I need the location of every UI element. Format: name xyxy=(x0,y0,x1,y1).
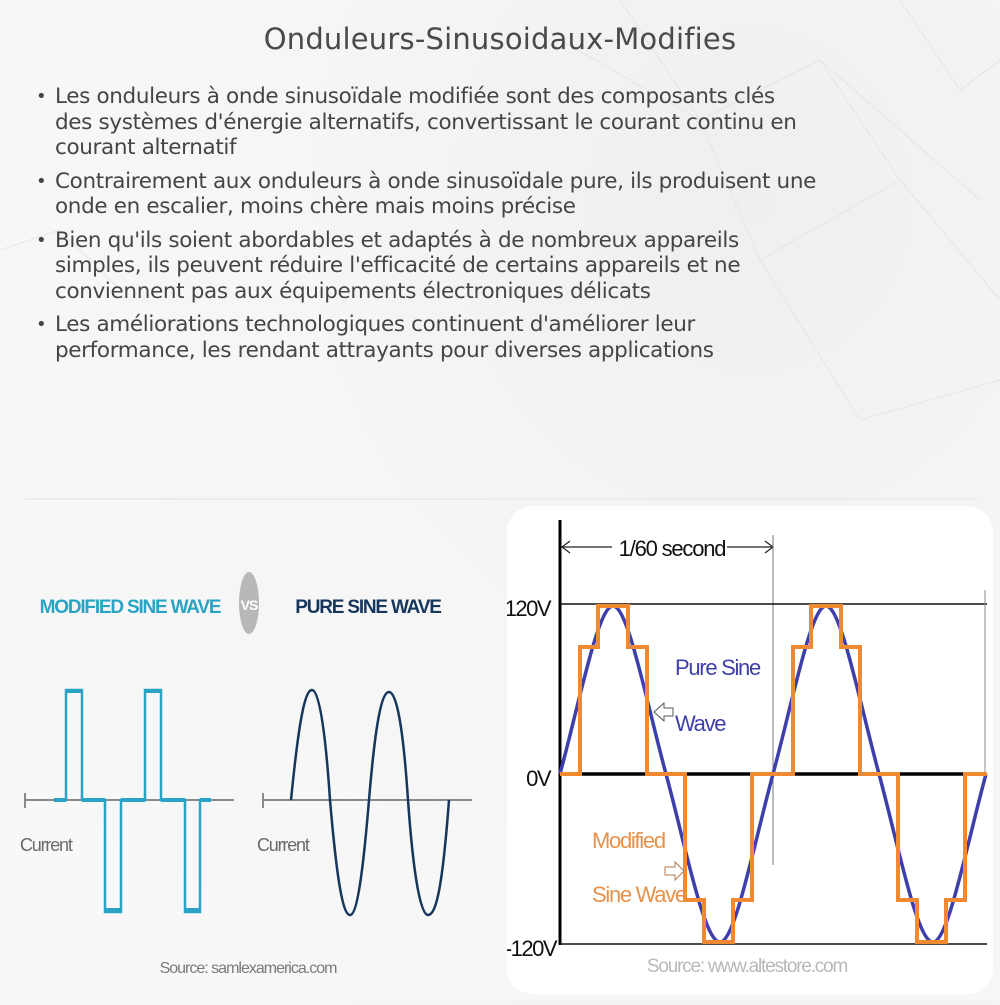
pure-sine-label-2: Wave xyxy=(675,711,726,736)
modified-sine-label-2: Sine Wave xyxy=(592,882,686,907)
modified-sine-label-1: Modified xyxy=(592,828,665,853)
modified-vs-pure-image xyxy=(0,505,500,1000)
stepped-wave-image xyxy=(507,506,993,994)
modified-heading: MODIFIED SINE WAVE xyxy=(39,597,221,618)
period-label: 1/60 second xyxy=(618,536,726,561)
waveform-comparison-figure xyxy=(0,505,500,1000)
pure-axis-label: Current xyxy=(257,835,309,855)
pure-heading: PURE SINE WAVE xyxy=(295,597,441,618)
y-label-0v: 0V xyxy=(526,766,550,791)
bullet-dot: • xyxy=(36,314,47,335)
period-marker xyxy=(562,535,773,865)
modified-sine-arrow-icon xyxy=(665,862,684,880)
modified-wave-plot xyxy=(20,690,234,912)
pure-sine-arrow-icon xyxy=(654,703,673,721)
bullet-dot: • xyxy=(36,170,47,192)
vs-badge xyxy=(239,572,259,634)
y-label-neg120v: -120V xyxy=(507,936,556,961)
bullet-item: • Contrairement aux onduleurs à onde sinusoïdale pure, ils produisent une onde en escalier, moins chère mais moins précise xyxy=(36,168,816,219)
bullet-dot: • xyxy=(36,86,47,107)
page-title: Onduleurs-Sinusoidaux-Modifies xyxy=(263,22,737,56)
bullet-item: • Bien qu'ils soient abordables et adaptés à de nombreux appareils simples, ils peuvent réduire l'efficacité de certains appareils et ne conviennent pas aux équipements électroniques délicats xyxy=(36,227,741,304)
bullet-item: • Les améliorations technologiques continuent d'améliorer leur performance, les rendant attrayants pour diverses applications xyxy=(36,312,714,363)
right-source: Source: www.altestore.com xyxy=(646,956,848,977)
bullet-item: • Les onduleurs à onde sinusoïdale modifiée sont des composants clés des systèmes d'énergie alternatifs, convertissant le courant continu en courant alternatif xyxy=(36,84,797,160)
modified-axis-label: Current xyxy=(20,835,72,855)
pure-sine-label-1: Pure Sine xyxy=(675,655,760,680)
bullet-list xyxy=(33,84,973,371)
svg-text:VS: VS xyxy=(240,597,258,613)
y-label-120v: 120V xyxy=(507,596,550,621)
section-divider xyxy=(25,498,977,500)
bullet-dot: • xyxy=(36,229,47,251)
voltage-waveform-figure xyxy=(507,506,993,994)
pure-wave-plot xyxy=(257,690,472,915)
left-source: Source: samlexamerica.com xyxy=(159,960,337,977)
